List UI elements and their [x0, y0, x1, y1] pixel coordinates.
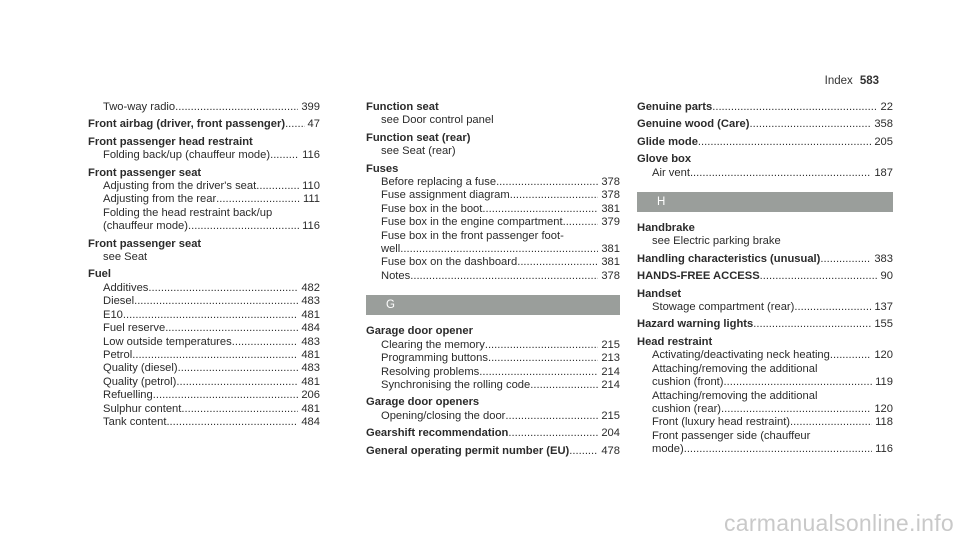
page-reference[interactable]: 481 [301, 348, 320, 361]
entry-label: Air vent [652, 166, 690, 179]
dot-leader [285, 118, 304, 131]
page-reference[interactable]: 378 [601, 176, 620, 189]
page-reference[interactable]: 47 [307, 118, 320, 131]
page-reference[interactable]: 206 [301, 389, 320, 402]
page-reference[interactable]: 120 [874, 349, 893, 362]
entry-label: Fuse box on the dashboard [381, 256, 518, 269]
index-subentry[interactable] [637, 349, 893, 362]
index-entry [366, 163, 620, 176]
entry-label: Quality (diesel) [103, 362, 178, 375]
entry-label: Fuses [366, 162, 399, 175]
entry-label: Fuel [88, 268, 111, 281]
page-reference[interactable]: 381 [601, 202, 620, 215]
page-reference[interactable]: 481 [301, 375, 320, 388]
entry-label: Clearing the memory [381, 338, 485, 351]
index-subentry[interactable] [637, 443, 893, 456]
index-see-reference: see Electric parking brake [652, 235, 781, 248]
index-subentry[interactable] [366, 203, 620, 216]
index-entry [88, 167, 320, 180]
entry-label: Fuse assignment diagram [381, 189, 510, 202]
entry-label: cushion (rear) [652, 402, 722, 415]
page-reference[interactable]: 215 [601, 409, 620, 422]
index-label: Index [824, 75, 853, 87]
index-subentry[interactable] [88, 349, 320, 362]
index-see-reference: see Seat (rear) [381, 145, 456, 158]
index-subentry[interactable] [366, 176, 620, 189]
dot-leader [153, 389, 299, 402]
entry-label: Refuelling [103, 389, 153, 402]
index-subentry[interactable] [366, 352, 620, 365]
entry-label: Front passenger head restraint [88, 135, 253, 148]
index-entry[interactable] [637, 136, 893, 149]
index-subentry[interactable] [88, 403, 320, 416]
entry-label: Gearshift recommendation [366, 427, 509, 440]
dot-leader [721, 403, 871, 416]
entry-label: Sulphur content [103, 402, 182, 415]
index-entry [366, 396, 620, 409]
dot-leader [753, 318, 871, 331]
index-subentry-text: Attaching/removing the additional [652, 389, 818, 402]
entry-label: Genuine wood (Care) [637, 118, 750, 131]
page-reference[interactable]: 215 [601, 338, 620, 351]
page-reference[interactable]: 116 [302, 220, 320, 233]
dot-leader [181, 403, 298, 416]
dot-leader [188, 220, 299, 233]
page-reference[interactable]: 358 [874, 118, 893, 131]
page-reference[interactable]: 155 [874, 318, 893, 331]
page-reference[interactable]: 213 [601, 352, 620, 365]
dot-leader [232, 336, 299, 349]
entry-label: Fuse box in the engine compartment [381, 216, 563, 229]
page-reference[interactable]: 379 [601, 216, 620, 229]
index-subentry[interactable] [88, 180, 320, 193]
index-subentry[interactable] [88, 389, 320, 402]
page-reference[interactable]: 381 [601, 256, 620, 269]
page-reference[interactable]: 90 [880, 270, 893, 283]
page-number: 583 [859, 75, 879, 87]
page-reference[interactable]: 481 [301, 308, 320, 321]
entry-label: Front airbag (driver, front passenger) [88, 118, 286, 131]
dot-leader [165, 322, 298, 335]
entry-label: Hazard warning lights [637, 318, 754, 331]
index-subentry-text: Fuse box in the front passenger foot- [381, 229, 564, 242]
index-entry [88, 268, 320, 281]
page-reference[interactable]: 204 [601, 427, 620, 440]
index-subentry[interactable] [88, 376, 320, 389]
index-entry [637, 336, 893, 349]
index-subentry-text: Attaching/removing the additional [652, 362, 818, 375]
dot-leader [400, 243, 598, 256]
entry-label: Two-way radio [103, 101, 176, 113]
entry-label: Activating/deactivating neck heating [652, 349, 830, 362]
index-column-3 [637, 101, 893, 457]
section-letter-bar: H [637, 192, 893, 212]
entry-label: Synchronising the rolling code [381, 378, 531, 391]
page-reference[interactable]: 137 [874, 301, 893, 314]
index-entry [637, 153, 893, 166]
page-reference[interactable]: 116 [875, 443, 893, 456]
page-reference[interactable]: 383 [874, 252, 893, 265]
index-entry [637, 288, 893, 301]
entry-label: cushion (front) [652, 376, 724, 389]
index-subentry[interactable] [88, 309, 320, 322]
dot-leader [148, 282, 298, 295]
index-subentry[interactable] [88, 193, 320, 206]
page-reference[interactable]: 187 [874, 166, 893, 179]
index-subentry[interactable] [88, 149, 320, 162]
index-entry[interactable] [366, 427, 620, 440]
page-reference[interactable]: 484 [301, 322, 320, 335]
entry-label: Notes [381, 269, 411, 282]
index-subentry[interactable] [366, 256, 620, 269]
index-subentry[interactable] [637, 403, 893, 416]
entry-label: Stowage compartment (rear) [652, 301, 795, 314]
page-reference[interactable]: 111 [302, 193, 320, 206]
dot-leader [410, 270, 598, 283]
index-subentry[interactable] [637, 167, 893, 180]
index-entry[interactable] [88, 118, 320, 131]
page-reference[interactable]: 110 [302, 180, 320, 193]
index-subentry[interactable] [366, 379, 620, 392]
dot-leader [684, 443, 872, 456]
index-subentry[interactable] [637, 301, 893, 314]
entry-label: well [381, 243, 401, 256]
index-column-2 [366, 101, 620, 458]
entry-label: Handset [637, 287, 682, 300]
page-reference[interactable]: 119 [875, 376, 893, 389]
index-column-1 [88, 101, 320, 429]
entry-label: Handbrake [637, 222, 695, 235]
index-subentry[interactable] [366, 366, 620, 379]
dot-leader [166, 416, 298, 429]
index-subentry[interactable] [366, 410, 620, 423]
entry-label: General operating permit number (EU) [366, 444, 570, 457]
index-subentry[interactable] [366, 243, 620, 256]
dot-leader [724, 376, 873, 389]
index-subentry[interactable] [88, 362, 320, 375]
dot-leader [132, 349, 298, 362]
page-reference[interactable]: 214 [601, 378, 620, 391]
page-reference[interactable]: 205 [874, 135, 893, 148]
entry-label: Handling characteristics (unusual) [637, 252, 821, 265]
entry-label: Fuse box in the boot [381, 202, 483, 215]
page-reference[interactable]: 484 [301, 415, 320, 428]
index-subentry[interactable] [366, 270, 620, 283]
dot-leader [530, 379, 598, 392]
entry-label: Head restraint [637, 335, 713, 348]
index-subentry-text: Folding the head restraint back/up [103, 206, 273, 219]
page-reference[interactable]: 378 [601, 189, 620, 202]
entry-label: Additives [103, 281, 149, 294]
index-subentry[interactable] [88, 220, 320, 233]
dot-leader [508, 427, 598, 440]
page-reference[interactable]: 483 [301, 362, 320, 375]
index-subentry[interactable] [88, 416, 320, 429]
dot-leader [134, 295, 298, 308]
index-subentry-text: Front passenger side (chauffeur [652, 429, 811, 442]
dot-leader [712, 101, 877, 114]
entry-label: (chauffeur mode) [103, 220, 188, 233]
entry-label: Fuel reserve [103, 322, 166, 335]
index-entry[interactable] [637, 270, 893, 283]
dot-leader [176, 376, 298, 389]
entry-label: Diesel [103, 295, 135, 308]
page-reference[interactable]: 478 [601, 444, 620, 457]
page-header [825, 75, 879, 88]
dot-leader [216, 193, 300, 206]
page-reference[interactable]: 116 [302, 149, 320, 162]
entry-label: Programming buttons [381, 352, 488, 365]
index-entry[interactable] [637, 118, 893, 131]
index-subentry[interactable] [88, 282, 320, 295]
entry-label: Adjusting from the rear [103, 193, 217, 206]
dot-leader [482, 203, 598, 216]
index-entry[interactable] [366, 445, 620, 458]
index-subentry[interactable] [88, 295, 320, 308]
entry-label: Petrol [103, 348, 133, 361]
entry-label: Function seat (rear) [366, 131, 471, 144]
entry-label: Folding back/up (chauffeur mode) [103, 149, 271, 162]
page-reference[interactable]: 399 [301, 101, 320, 113]
index-entry [366, 101, 620, 114]
index-entry [366, 132, 620, 145]
page-reference[interactable]: 118 [875, 416, 893, 429]
dot-leader [270, 149, 299, 162]
entry-label: Resolving problems [381, 365, 480, 378]
dot-leader [760, 270, 878, 283]
index-entry [637, 222, 893, 235]
entry-label: Opening/closing the door [381, 409, 506, 422]
entry-label: Adjusting from the driver's seat [103, 180, 257, 193]
section-letter-bar: G [366, 295, 620, 315]
dot-leader [790, 416, 872, 429]
dot-leader [485, 339, 598, 352]
entry-label: Quality (petrol) [103, 375, 177, 388]
entry-label: Low outside temperatures [103, 335, 232, 348]
entry-label: Function seat [366, 101, 439, 113]
index-subentry[interactable] [637, 416, 893, 429]
dot-leader [698, 136, 871, 149]
entry-label: mode) [652, 443, 684, 456]
index-subentry[interactable] [88, 322, 320, 335]
index-see-reference: see Door control panel [381, 114, 494, 127]
entry-label: Before replacing a fuse [381, 176, 497, 189]
index-subentry[interactable] [637, 376, 893, 389]
entry-label: Front passenger seat [88, 237, 202, 250]
index-entry [88, 238, 320, 251]
page-reference[interactable]: 22 [880, 101, 893, 113]
dot-leader [505, 410, 598, 423]
entry-label: Garage door openers [366, 396, 480, 409]
entry-label: Glide mode [637, 135, 698, 148]
index-entry[interactable] [637, 318, 893, 331]
dot-leader [830, 349, 871, 362]
index-entry [88, 136, 320, 149]
dot-leader [510, 189, 599, 202]
page-reference[interactable]: 483 [301, 295, 320, 308]
dot-leader [256, 180, 299, 193]
entry-label: Front passenger seat [88, 166, 202, 179]
dot-leader [488, 352, 598, 365]
dot-leader [517, 256, 598, 269]
page-reference[interactable]: 378 [601, 269, 620, 282]
dot-leader [569, 445, 598, 458]
page-reference[interactable]: 481 [301, 402, 320, 415]
dot-leader [178, 362, 299, 375]
index-subentry[interactable] [366, 216, 620, 229]
index-entry[interactable] [637, 253, 893, 266]
entry-label: Genuine parts [637, 101, 713, 113]
entry-label: HANDS-FREE ACCESS [637, 270, 760, 283]
entry-label: Garage door opener [366, 325, 473, 338]
page-reference[interactable]: 381 [601, 243, 620, 256]
dot-leader [175, 101, 298, 114]
dot-leader [123, 309, 298, 322]
dot-leader [750, 118, 872, 131]
dot-leader [563, 216, 599, 229]
index-entry [366, 325, 620, 338]
entry-label: E10 [103, 308, 123, 321]
index-entry[interactable] [637, 101, 893, 114]
page-reference[interactable]: 482 [301, 281, 320, 294]
index-subentry[interactable] [366, 189, 620, 202]
index-subentry[interactable] [88, 336, 320, 349]
dot-leader [690, 167, 871, 180]
entry-label: Glove box [637, 153, 692, 166]
page-reference[interactable]: 483 [301, 335, 320, 348]
dot-leader [496, 176, 598, 189]
entry-label: Front (luxury head restraint) [652, 416, 791, 429]
page-reference[interactable]: 120 [874, 402, 893, 415]
dot-leader [479, 366, 598, 379]
index-subentry[interactable] [366, 339, 620, 352]
watermark: carmanualsonline.info [723, 509, 954, 536]
page-reference[interactable]: 214 [601, 365, 620, 378]
index-subentry[interactable] [88, 101, 320, 114]
dot-leader [794, 301, 871, 314]
index-see-reference: see Seat [103, 251, 148, 264]
dot-leader [820, 253, 871, 266]
entry-label: Tank content [103, 415, 167, 428]
